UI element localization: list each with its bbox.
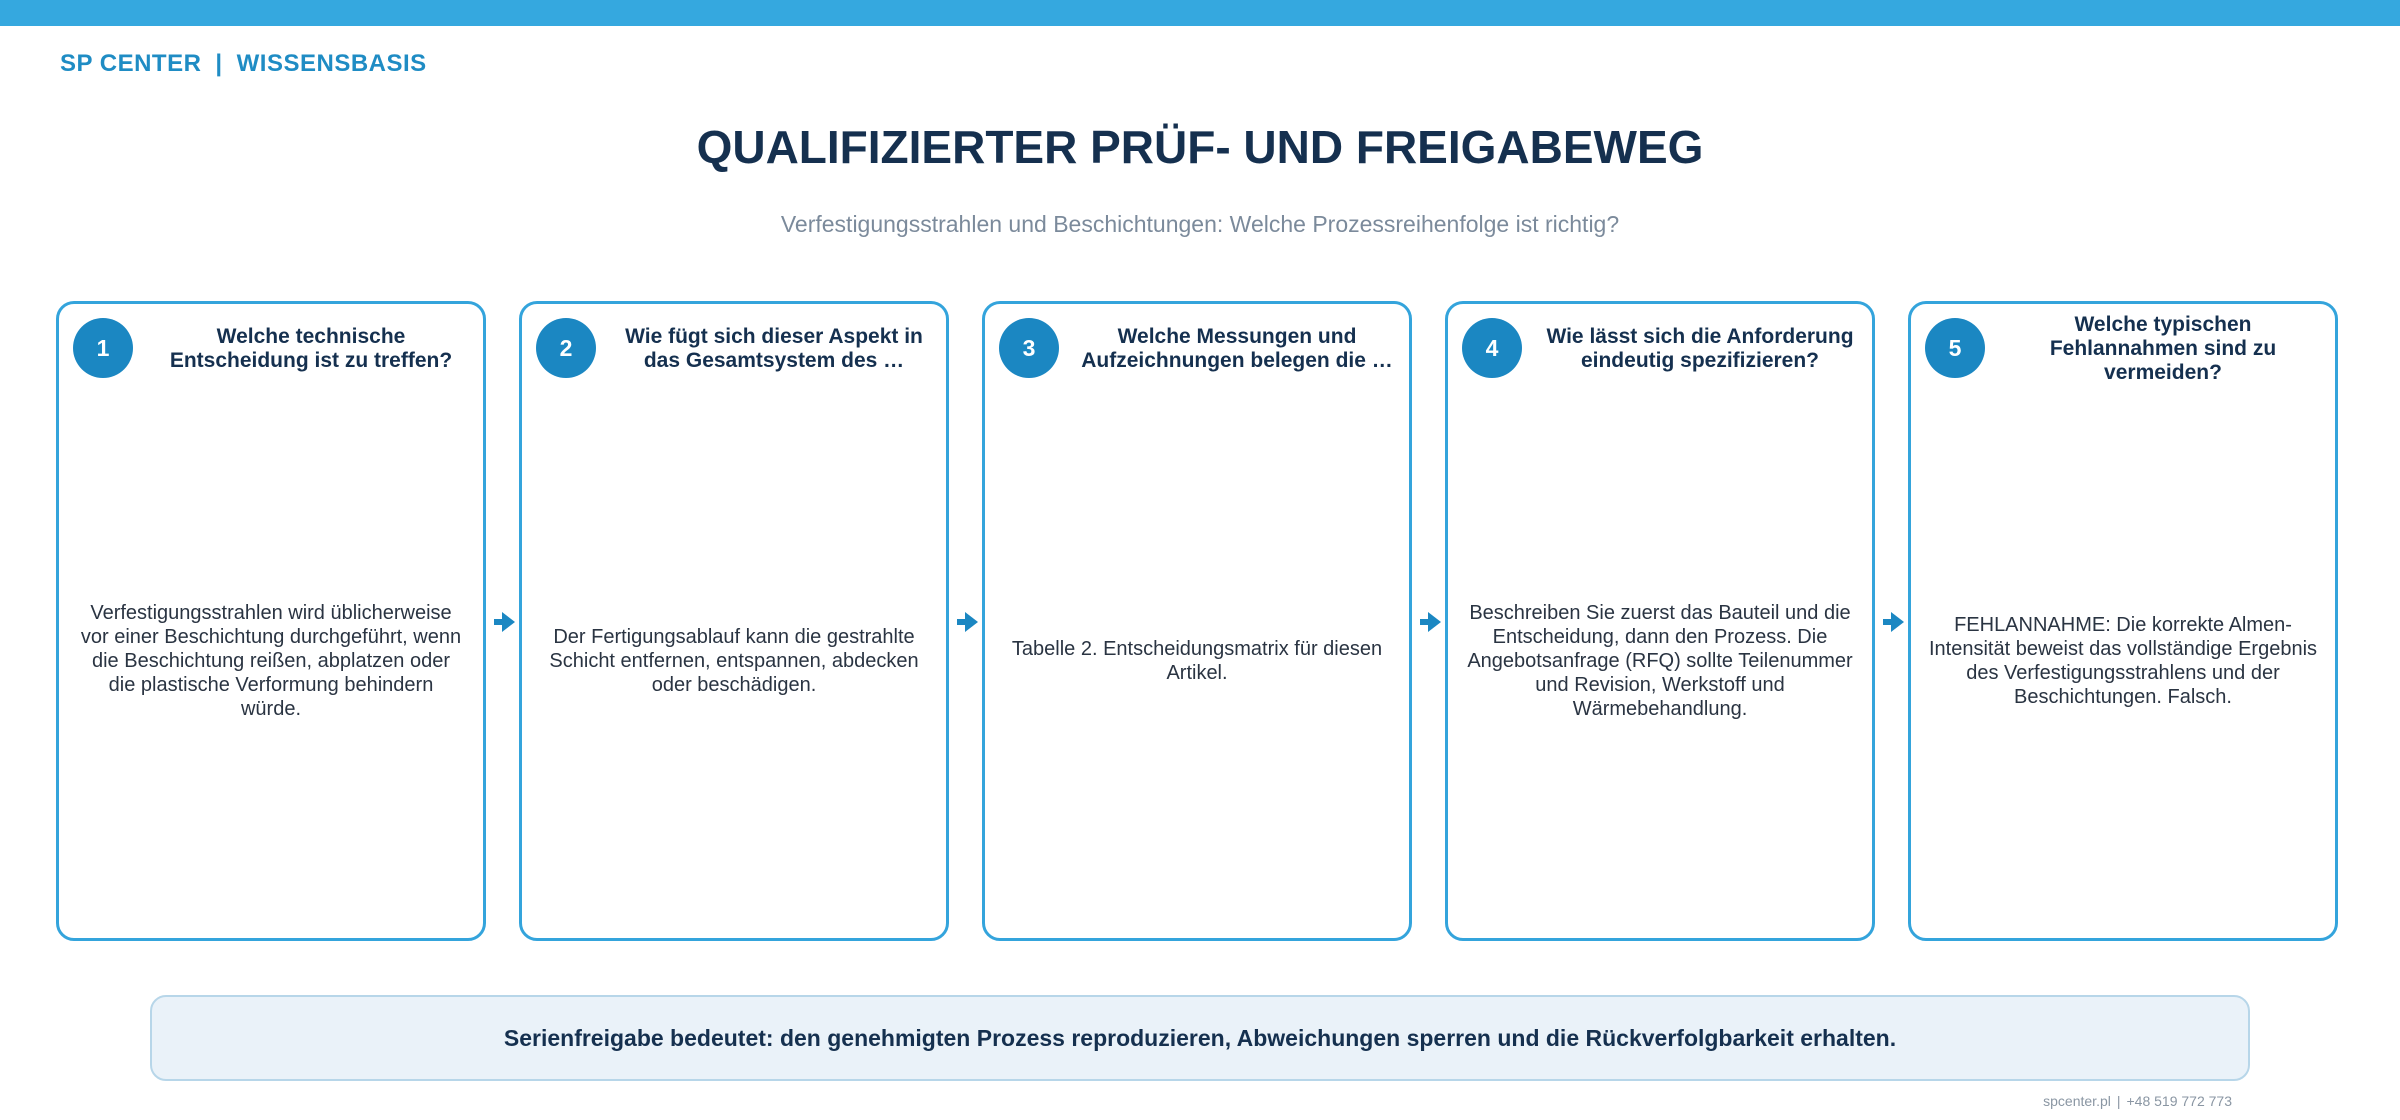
step-body: Tabelle 2. Entscheidungsmatrix für diesen Artikel. (1011, 638, 1383, 684)
step-body: FEHLANNAHME: Die korrekte Almen-Intensität beweist das vollständige Ergebnis des Verfestigungsstrahlens und der Beschichtungen. Falsch. (1929, 614, 2318, 708)
contact-separator: | (2116, 1093, 2121, 1109)
step-number-badge: 2 (536, 318, 596, 378)
summary-banner (150, 995, 2250, 1081)
summary-text: Serienfreigabe bedeutet: den genehmigten Prozess reproduzieren, Abweichungen sperren und die Rückverfolgbarkeit erhalten. (503, 1024, 1897, 1051)
contact-website[interactable]: spcenter.pl (2043, 1093, 2111, 1109)
step-card-3 (982, 301, 1412, 941)
page-title: QUALIFIZIERTER PRÜF- UND FREIGABEWEG (696, 121, 1704, 173)
brand-section: WISSENSBASIS (236, 50, 427, 77)
step-card-1 (56, 301, 486, 941)
step-card-4 (1445, 301, 1875, 941)
arrow-right-icon (957, 610, 979, 634)
page-subtitle: Verfestigungsstrahlen und Beschichtungen: Welche Prozessreihenfolge ist richtig? (780, 211, 1620, 237)
brand-name: SP CENTER (60, 50, 202, 77)
brand-header (60, 50, 427, 78)
step-body: Der Fertigungsablauf kann die gestrahlte Schicht entfernen, entspannen, abdecken oder beschädigen. (549, 626, 919, 696)
step-title: Welche technische Entscheidung ist zu treffen? (169, 324, 453, 372)
top-accent-bar (0, 0, 2400, 26)
step-title: Welche Messungen und Aufzeichnungen belegen die … (1081, 324, 1393, 372)
contact-line (2043, 1093, 2232, 1109)
step-card-5 (1908, 301, 2338, 941)
step-title: Wie fügt sich dieser Aspekt in das Gesamtsystem des … (625, 324, 923, 372)
step-number-badge: 4 (1462, 318, 1522, 378)
step-number-badge: 5 (1925, 318, 1985, 378)
contact-phone[interactable]: +48 519 772 773 (2126, 1093, 2232, 1109)
arrow-right-icon (1883, 610, 1905, 634)
brand-separator: | (215, 50, 223, 77)
arrow-right-icon (494, 610, 516, 634)
arrow-right-icon (1420, 610, 1442, 634)
step-body: Beschreiben Sie zuerst das Bauteil und die Entscheidung, dann den Prozess. Die Angebotsanfrage (RFQ) sollte Teilenummer und Revision, Werkstoff und Wärmebehandlung. (1467, 602, 1853, 720)
step-number-badge: 3 (999, 318, 1059, 378)
step-title: Welche typischen Fehlannahmen sind zu vermeiden? (2049, 312, 2277, 385)
step-body: Verfestigungsstrahlen wird üblicherweise vor einer Beschichtung durchgeführt, wenn die Beschichtung reißen, abplatzen oder die plastische Verformung behindern würde. (80, 602, 462, 720)
step-card-2 (519, 301, 949, 941)
step-title: Wie lässt sich die Anforderung eindeutig spezifizieren? (1546, 324, 1854, 372)
step-number-badge: 1 (73, 318, 133, 378)
